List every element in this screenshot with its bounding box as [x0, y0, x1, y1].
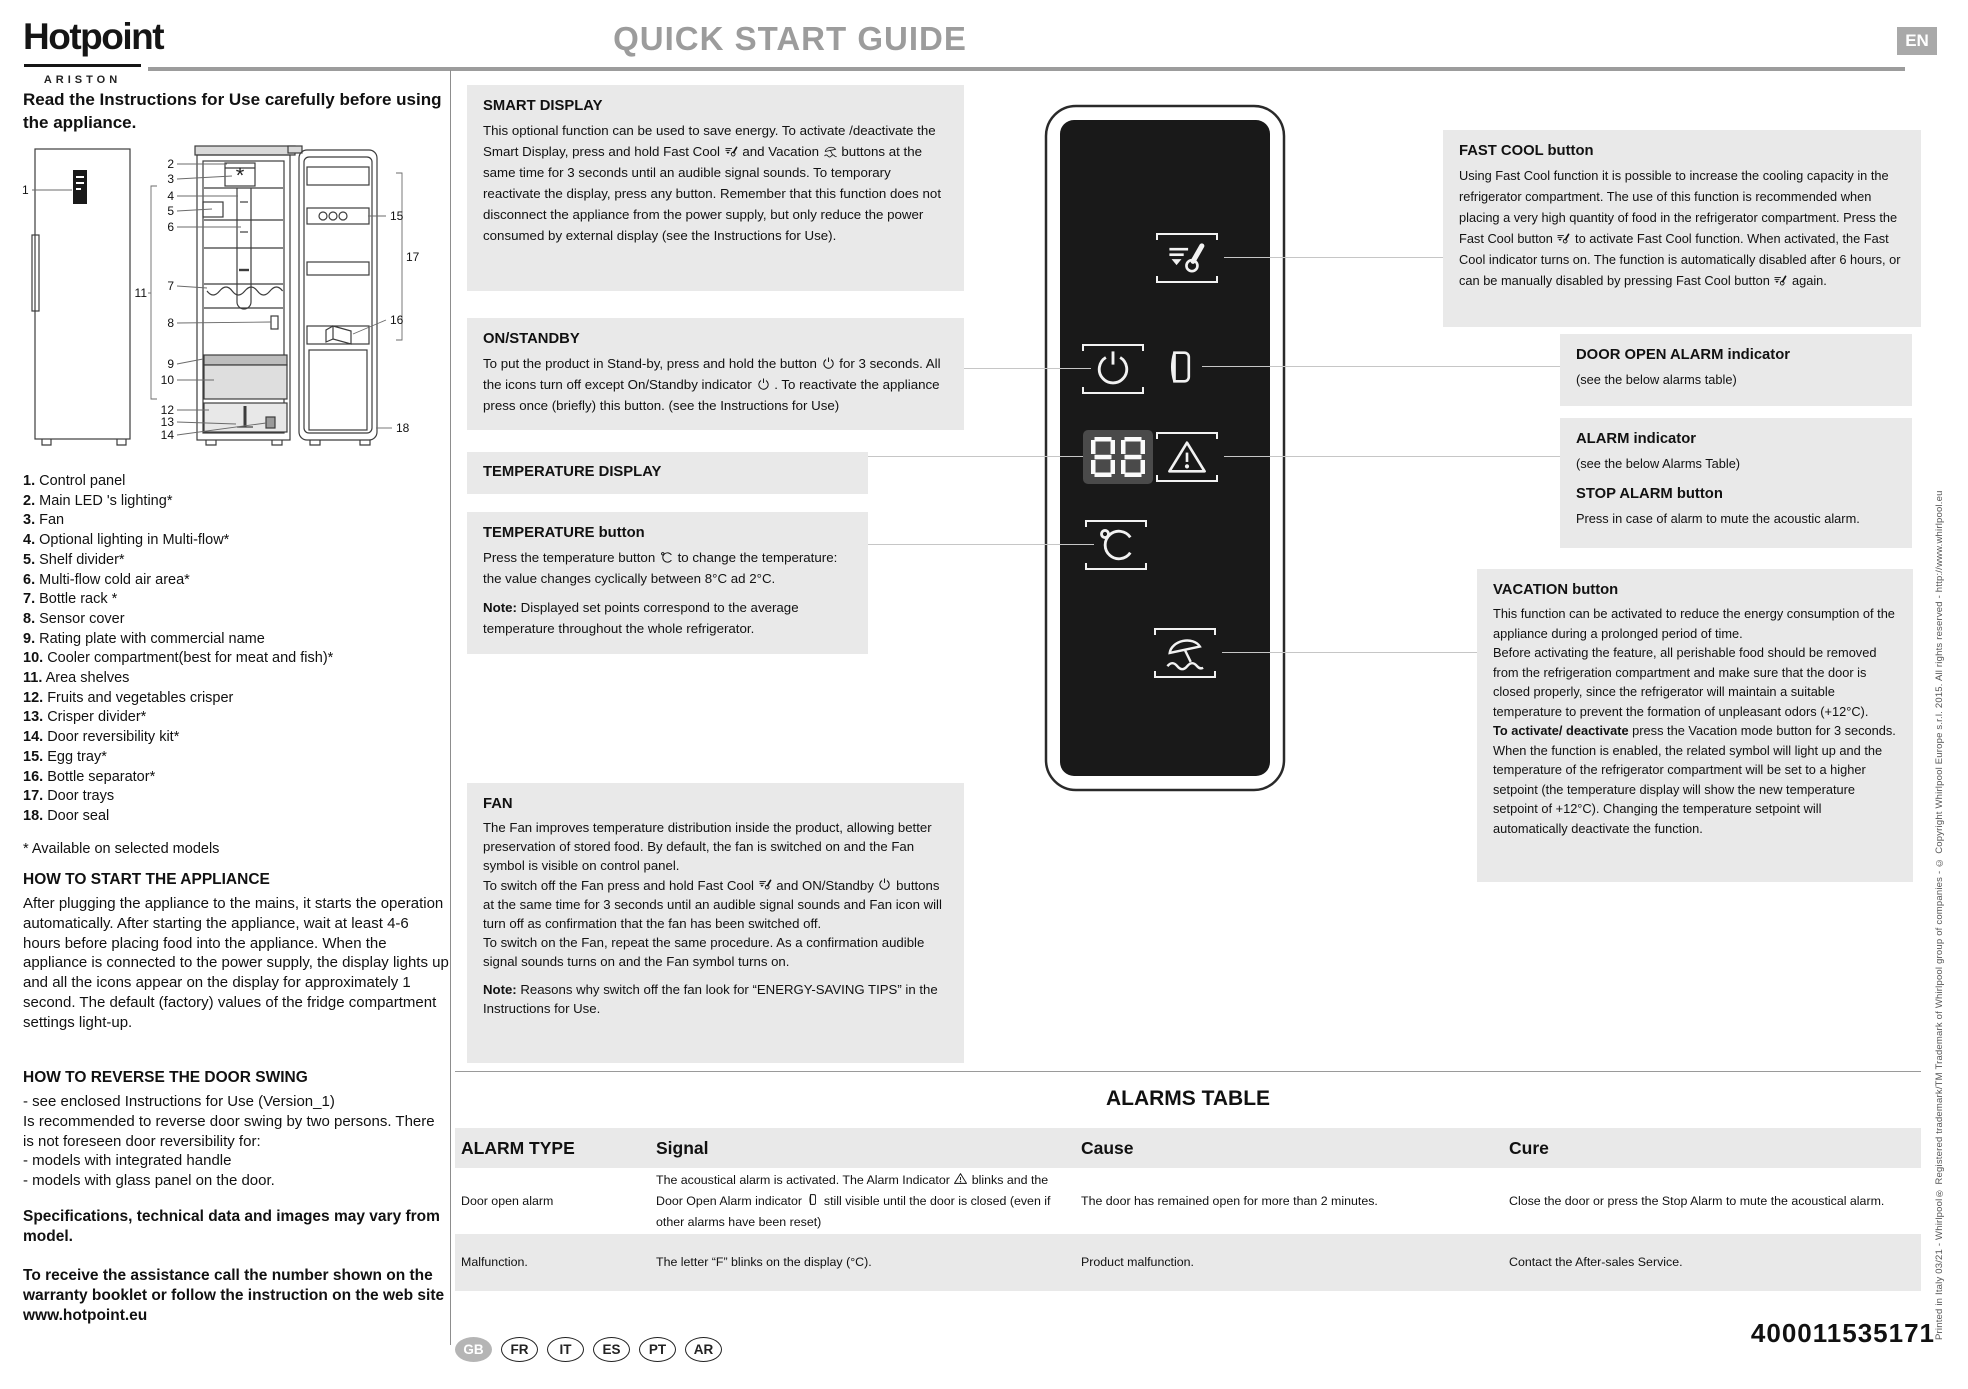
reverse-line: - models with integrated handle: [23, 1152, 232, 1170]
door-open-alarm-heading: DOOR OPEN ALARM indicator: [1576, 347, 1791, 363]
row-signal: The acoustical alarm is activated. The Alarm Indicator blinks and the Door Open Alarm indicator still visible until the door is closed (even if other alarms have been reset): [656, 1172, 1051, 1229]
reverse-line: - see enclosed Instructions for Use (Version_1): [23, 1093, 335, 1110]
diagram-label: 16: [390, 313, 404, 327]
diagram-label: 17: [406, 250, 420, 264]
header-rule: [148, 67, 1905, 71]
parts-list-item: 10. Cooler compartment(best for meat and fish)*: [23, 650, 334, 667]
diagram-label: 13: [160, 415, 174, 429]
smart-display-box: [467, 85, 964, 291]
door-open-icon: [805, 1192, 820, 1207]
parts-list-item: 14. Door reversibility kit*: [23, 729, 180, 746]
diagram-label: 3: [167, 172, 174, 186]
fan-box: [467, 783, 964, 1063]
door-open-alarm-body: (see the below alarms table): [1576, 372, 1737, 387]
intro-text: Read the Instructions for Use carefully before using the appliance.: [23, 90, 442, 132]
diagram-label: 6: [167, 220, 174, 234]
column-divider: [450, 70, 451, 1345]
parts-list-item: 18. Door seal: [23, 807, 110, 824]
specs-note: Specifications, technical data and images may vary from model.: [23, 1208, 440, 1245]
alarms-table: [455, 1128, 1921, 1291]
copyright-vertical-text: Printed in Italy 03/21 - Whirlpool® Registered trademark/TM Trademark of Whirlpool group of companies - © Copyright Whirlpool Europe s.r.l. 2015. All rights reserved - http://www.whirlpool.eu: [1934, 490, 1945, 1340]
how-to-start-section: [23, 870, 449, 1033]
fast-cool-icon: [1556, 231, 1571, 246]
power-icon: [877, 877, 892, 892]
parts-list-item: 1. Control panel: [23, 473, 126, 489]
leader-on-standby: [964, 368, 1091, 369]
on-standby-heading: ON/STANDBY: [483, 331, 580, 347]
fast-cool-box: [1443, 130, 1921, 327]
parts-list: [23, 472, 449, 859]
parts-list-item: 2. Main LED 's lighting*: [23, 492, 173, 509]
row-cure: Close the door or press the Stop Alarm to mute the acoustical alarm.: [1509, 1193, 1885, 1208]
alarms-rule: [455, 1071, 1921, 1072]
temperature-display-heading: TEMPERATURE DISPLAY: [483, 464, 662, 480]
temperature-button-body: Press the temperature button to change the temperature: the value changes cyclically between 8°C ad 2°C.: [483, 550, 838, 586]
how-to-start-heading: HOW TO START THE APPLIANCE: [23, 871, 270, 888]
diagram-label: 15: [390, 209, 404, 223]
leader-temperature-display: [868, 456, 1083, 457]
alarm-indicator-body: (see the below Alarms Table): [1576, 456, 1741, 471]
alarm-indicator-box: [1560, 418, 1912, 548]
language-list: [455, 1337, 722, 1362]
parts-list-item: 17. Door trays: [23, 788, 115, 805]
parts-list-item: 5. Shelf divider*: [23, 551, 125, 568]
row-type: Door open alarm: [461, 1193, 554, 1208]
row-cause: Product malfunction.: [1081, 1255, 1194, 1269]
diagram-label: 5: [167, 204, 174, 218]
door-open-alarm-box: [1560, 334, 1912, 406]
leader-alarm-indicator: [1224, 456, 1560, 457]
header-alarm-type: ALARM TYPE: [461, 1137, 575, 1158]
diagram-label: 7: [167, 279, 174, 293]
diagram-label: 4: [167, 189, 174, 203]
temperature-display-box: [467, 452, 868, 494]
vacation-icon: [823, 144, 838, 159]
language-gb: GB: [455, 1337, 492, 1362]
diagram-label: 18: [396, 421, 410, 435]
header-cause: Cause: [1081, 1137, 1134, 1158]
parts-list-item: 9. Rating plate with commercial name: [23, 630, 265, 647]
fast-cool-body: Using Fast Cool function it is possible to increase the cooling capacity in the refrigerator compartment. The use of this function is recommended when placing a very high quantity of food in the refrigerator compartment. Press the Fast Cool button to activate Fast Cool function. When activated, the Fast Cool indicator turns on. The function is automatically disabled after 6 hours, or can be manually disabled by pressing Fast Cool button again.: [1459, 168, 1901, 288]
language-badge: EN: [1897, 27, 1937, 55]
diagram-label: 10: [160, 373, 174, 387]
freezer-asterisk: *: [235, 163, 245, 188]
vacation-box: [1477, 569, 1913, 882]
alarm-icon: [953, 1171, 968, 1186]
how-to-start-body: After plugging the appliance to the mains, it starts the operation automatically. After starting the appliance, wait at least 4-6 hours before placing food into the appliance. When the appliance is connected to the power supply, the display lights up and all the icons appear on the display for approximately 1 second. The default (factory) values of the fridge compartment settings light-up.: [23, 895, 449, 1031]
parts-list-item: 12. Fruits and vegetables crisper: [23, 689, 234, 706]
parts-list-item: 11. Area shelves: [23, 670, 130, 687]
stop-alarm-heading: STOP ALARM button: [1576, 486, 1723, 502]
header-cure: Cure: [1509, 1137, 1549, 1158]
diagram-label: 2: [167, 157, 174, 171]
parts-list-item: 15. Egg tray*: [23, 748, 107, 765]
language-pt: PT: [639, 1337, 676, 1362]
alarms-table-title: ALARMS TABLE: [1105, 1087, 1271, 1110]
temperature-button-note: Note: Displayed set points correspond to the average temperature throughout the whole refrigerator.: [483, 600, 799, 636]
language-ar: AR: [685, 1337, 722, 1362]
table-row: [455, 1168, 1921, 1234]
row-signal: The letter “F” blinks on the display (°C).: [656, 1255, 872, 1269]
table-row: [455, 1234, 1921, 1291]
parts-list-item: 8. Sensor cover: [23, 610, 125, 627]
assistance-note: To receive the assistance call the number shown on the warranty booklet or follow the instruction on the web site www.hotpoint.eu: [23, 1267, 445, 1324]
language-fr: FR: [501, 1337, 538, 1362]
diagram-label: 14: [160, 428, 174, 442]
row-type: Malfunction.: [461, 1255, 528, 1269]
stop-alarm-body: Press in case of alarm to mute the acoustic alarm.: [1576, 511, 1860, 526]
diagram-label: 9: [167, 357, 174, 371]
temperature-button-heading: TEMPERATURE button: [483, 525, 645, 541]
parts-list-item: 13. Crisper divider*: [23, 709, 147, 726]
alarm-indicator-heading: ALARM indicator: [1576, 431, 1697, 447]
row-cause: The door has remained open for more than 2 minutes.: [1081, 1193, 1378, 1208]
parts-list-item: 16. Bottle separator*: [23, 768, 156, 785]
how-to-reverse-section: [23, 1068, 449, 1191]
smart-display-body: This optional function can be used to save energy. To activate /deactivate the Smart Display, press and hold Fast Cool and Vacation buttons at the same time for 3 seconds until an audible signal sounds. To temporary reactivate the display, press any button. Remember that this function does not disconnect the appliance from the power supply, but only reduce the power consumed by external display (see the Instructions for Use).: [483, 123, 942, 243]
language-it: IT: [547, 1337, 584, 1362]
fridge-diagram: [20, 140, 450, 470]
fan-heading: FAN: [483, 796, 513, 812]
diagram-label: 11: [134, 286, 147, 300]
header-signal: Signal: [656, 1137, 709, 1158]
fast-cool-icon: [758, 877, 773, 892]
diagram-label: 12: [160, 403, 174, 417]
vacation-heading: VACATION button: [1493, 582, 1619, 598]
hotpoint-logo: Hotpoint: [23, 16, 164, 57]
page-title: QUICK START GUIDE: [613, 20, 967, 57]
leader-fast-cool: [1224, 257, 1443, 258]
parts-list-item: 3. Fan: [23, 512, 65, 529]
power-icon: [756, 377, 771, 392]
alarms-table-header: [455, 1128, 1921, 1168]
fast-cool-heading: FAST COOL button: [1459, 143, 1594, 159]
how-to-reverse-heading: HOW TO REVERSE THE DOOR SWING: [23, 1069, 308, 1086]
parts-list-item: 7. Bottle rack *: [23, 591, 118, 608]
parts-list-item: 4. Optional lighting in Multi-flow*: [23, 532, 230, 549]
part-number: 400011535171: [1750, 1318, 1935, 1348]
ariston-wordmark: ARISTON: [43, 74, 122, 86]
fan-note: Note: Reasons why switch off the fan look for “ENERGY-SAVING TIPS” in the Instructions for Use.: [483, 981, 938, 1016]
temperature-7segment-display: [1083, 430, 1153, 484]
reverse-line: Is recommended to reverse door swing by two persons. There is not foreseen door reversibility for:: [23, 1112, 435, 1150]
language-es: ES: [593, 1337, 630, 1362]
leader-temperature-button: [868, 544, 1094, 545]
on-standby-box: [467, 318, 964, 430]
temperature-button-box: [467, 512, 868, 654]
celsius-icon: [659, 550, 674, 565]
leader-door-alarm: [1202, 366, 1560, 367]
on-standby-body: To put the product in Stand-by, press and hold the button for 3 seconds. All the icons turn off except On/Standby indicator . To reactivate the appliance press once (briefly) this button. (see the Instructions for Use): [483, 356, 941, 413]
logo-underline: [24, 64, 141, 67]
vacation-body: This function can be activated to reduce the energy consumption of the appliance during a prolonged period of time. Before activating the feature, all perishable food should be removed from the refrigeration compartment and make sure that the door is closed properly, since the refrigerator will maintain a suitable temperature to prevent the formation of unpleasant odors (+12°C). To activate/ deactivate press the Vacation mode button for 3 seconds. When the function is enabled, the related symbol will light up and the temperature of the refrigerator compartment will be set to a higher setpoint (the temperature display will show the new temperature setpoint of +12°C). Changing the temperature setpoint will automatically deactivate the function.: [1493, 606, 1896, 836]
diagram-label: 1: [22, 183, 29, 197]
fast-cool-icon: [724, 144, 739, 159]
fan-body: The Fan improves temperature distribution inside the product, allowing better preservation of stored food. By default, the fan is switched on and the Fan symbol is visible on control panel. To switch off the Fan press and hold Fast Cool and ON/Standby buttons at the same time for 3 seconds until an audible signal sounds and Fan icon will turn off as confirmation that the fan has been switched off. To switch on the Fan, repeat the same procedure. As a confirmation audible signal sounds turns on and the Fan symbol turns on.: [483, 820, 942, 970]
leader-vacation: [1222, 652, 1477, 653]
row-cure: Contact the After-sales Service.: [1509, 1255, 1683, 1269]
fast-cool-icon: [1773, 273, 1788, 288]
reverse-line: - models with glass panel on the door.: [23, 1172, 275, 1190]
parts-list-item: 6. Multi-flow cold air area*: [23, 571, 190, 588]
availability-note: * Available on selected models: [23, 840, 220, 857]
diagram-label: 8: [167, 316, 174, 330]
control-panel-illustration: [1043, 103, 1287, 793]
power-icon: [821, 356, 836, 371]
smart-display-heading: SMART DISPLAY: [483, 98, 603, 114]
